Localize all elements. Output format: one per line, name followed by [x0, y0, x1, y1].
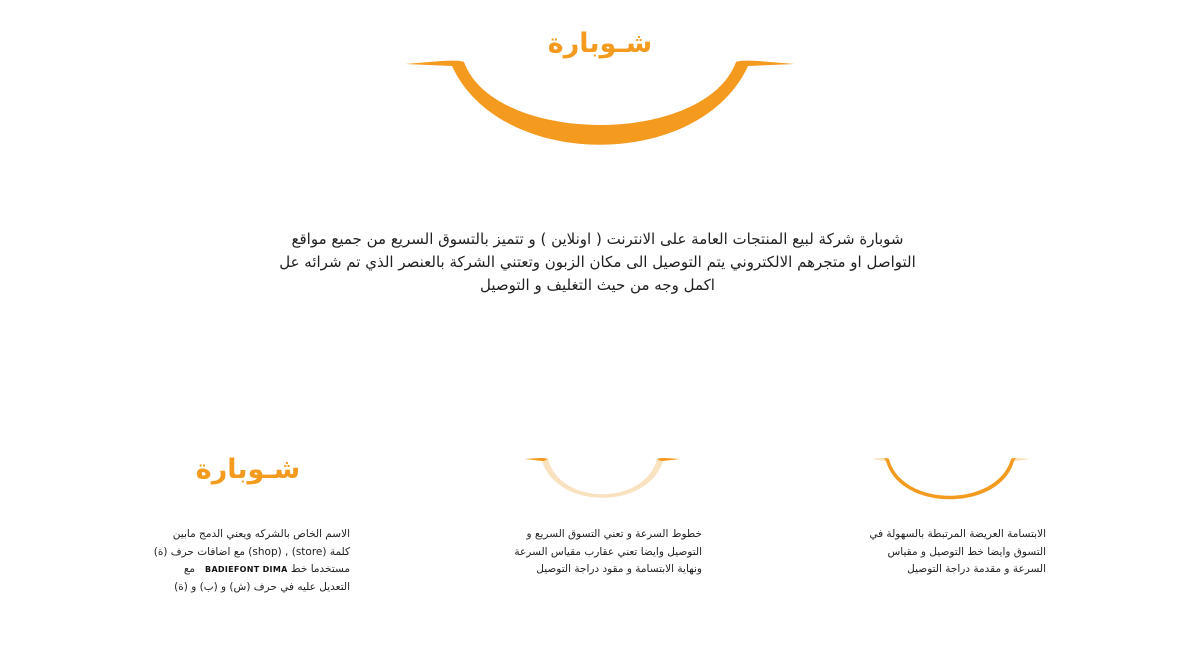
lines-desc-line-3: ونهاية الابتسامة و مقود دراجة التوصيل	[536, 563, 702, 575]
font-name: BADIEFONT DIMA	[205, 565, 288, 574]
name-desc-line-3-suffix: مع	[183, 563, 206, 575]
intro-line-1: شوبارة شركة لبيع المنتجات العامة على الانترنت ( اونلاين ) و تتميز بالتسوق السريع من جميع مواقع	[291, 230, 904, 248]
name-desc-line-3-prefix: مستخدما خط	[287, 563, 350, 575]
intro-paragraph	[250, 228, 945, 297]
name-desc-line-2: كلمة (store) , (shop) مع اضافات حرف (ة)	[153, 545, 350, 558]
intro-line-2: التواصل او متجرهم الالكتروني يتم التوصيل الى مكان الزبون وتعتني الشركة بالعنصر الذي تم شرائه عل	[279, 253, 916, 271]
lines-desc-line-1: خطوط السرعة و تعني التسوق السريع و	[526, 528, 702, 540]
name-desc-line-4: التعديل عليه في حرف (ش) و (ب) و (ة)	[174, 580, 350, 593]
speed-lines-icon	[520, 456, 685, 506]
main-logo-smile-icon	[400, 56, 800, 156]
name-desc-line-3	[140, 561, 350, 579]
wordmark-component: شـوبارة	[195, 454, 301, 485]
name-description	[140, 526, 350, 596]
smile-icon	[868, 456, 1033, 506]
smile-desc-line-2: التسوق وايضا خط التوصيل و مقياس	[887, 545, 1046, 558]
smile-description	[838, 526, 1046, 579]
speed-lines-description	[490, 526, 702, 579]
main-logo-wordmark: شـوبارة	[547, 28, 653, 59]
smile-desc-line-3: السرعة و مقدمة دراجة التوصيل	[907, 563, 1046, 575]
smile-desc-line-1: الابتسامة العريضة المرتبطة بالسهولة في	[869, 528, 1046, 540]
lines-desc-line-2: التوصيل وايضا تعني عقارب مقياس السرعة	[514, 545, 702, 558]
intro-line-3: اكمل وجه من حيث التغليف و التوصيل	[480, 276, 715, 294]
name-desc-line-1: الاسم الخاص بالشركه ويعني الدمج مابين	[172, 528, 350, 540]
